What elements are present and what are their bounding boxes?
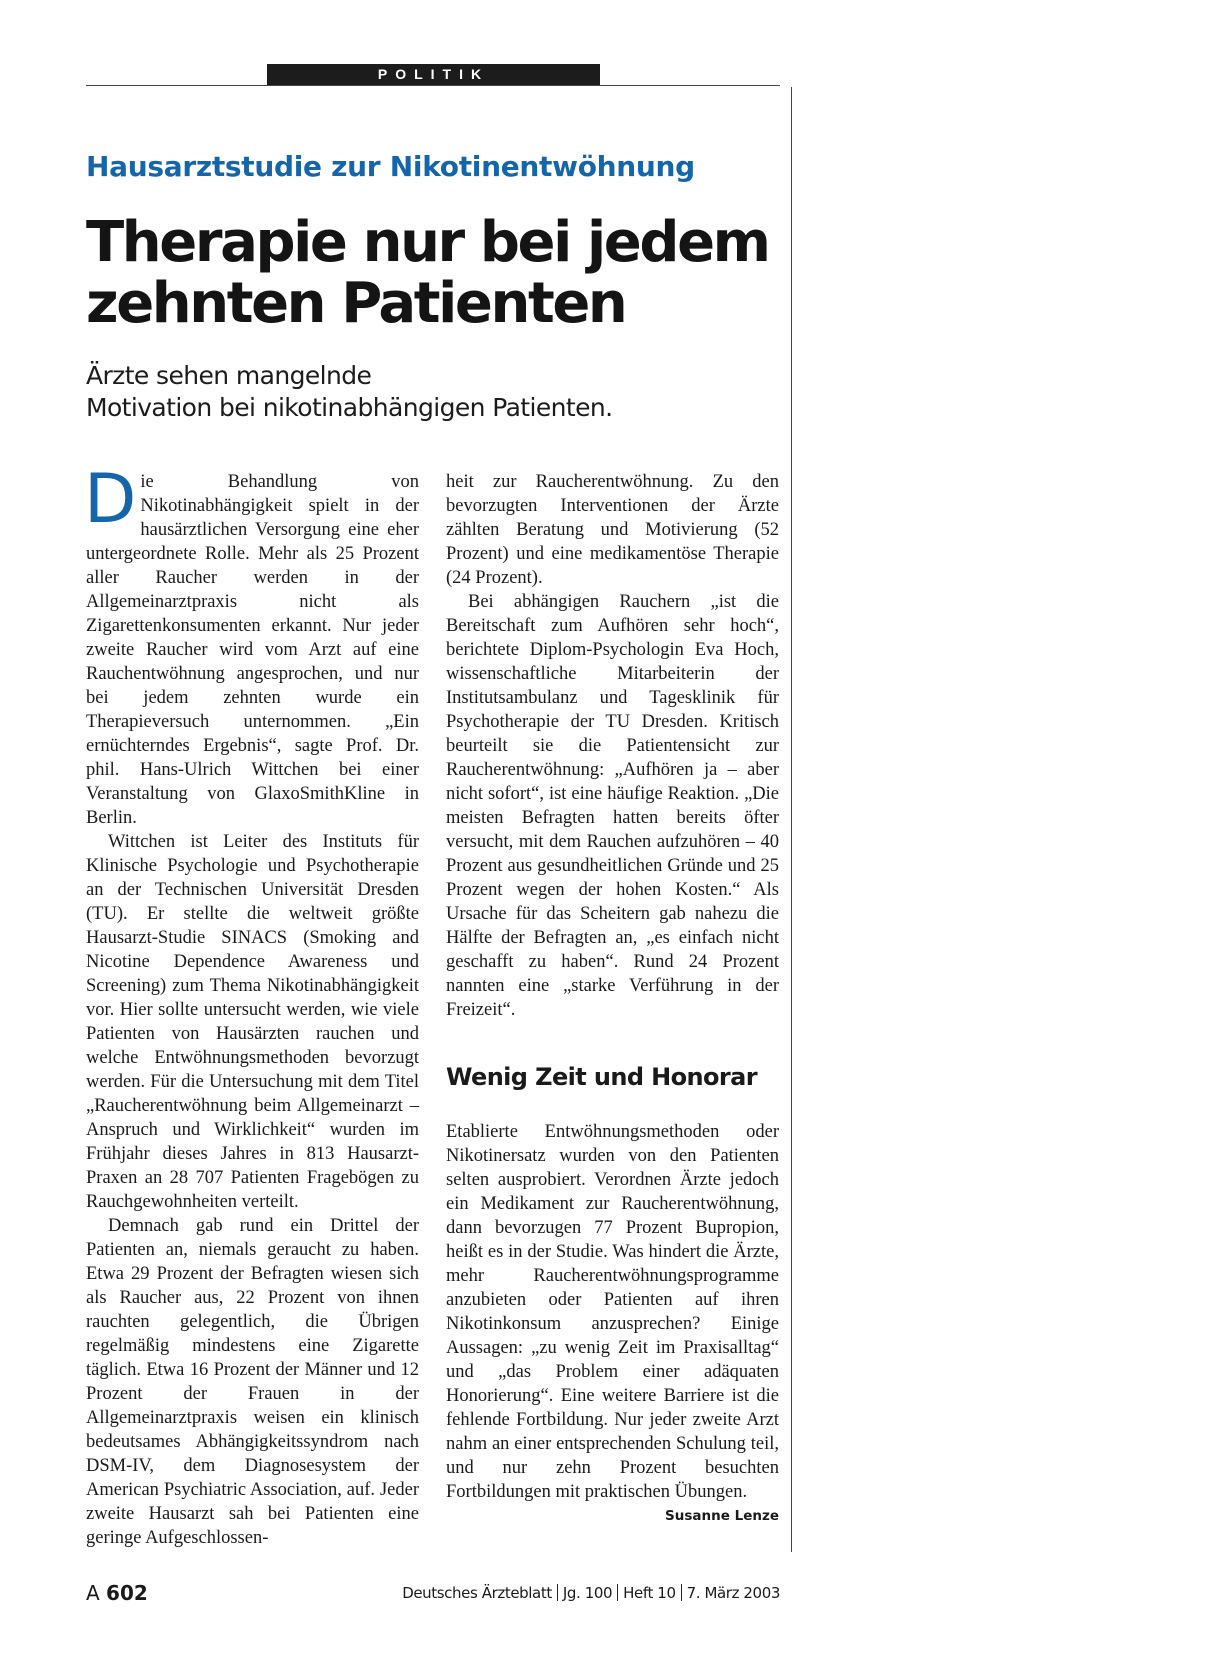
article-kicker: Hausarztstudie zur Nikotinentwöhnung: [86, 150, 695, 183]
footer-separator: [681, 1584, 682, 1601]
journal-info: [402, 1583, 780, 1603]
body-paragraph: [446, 1120, 779, 1524]
top-divider: [86, 85, 780, 86]
page-number-value: 602: [106, 1581, 148, 1605]
footer-separator: [617, 1584, 618, 1601]
body-column-left: [84, 460, 419, 1550]
body-paragraph: heit zur Raucherentwöhnung. Zu den bevorzugten Interventionen der Ärzte zählten Beratung und Motivierung (52 Prozent) und eine medikamentöse Therapie (24 Prozent).: [446, 472, 779, 588]
headline-line-1: Therapie nur bei jedem: [86, 210, 769, 275]
page-prefix: A: [86, 1581, 100, 1605]
drop-cap: D: [84, 460, 137, 539]
body-paragraph: Wittchen ist Leiter des Instituts für Klinische Psychologie und Psychotherapie an der Technischen Universität Dresden (TU). Er stellte die weltweit größte Hausarzt-Studie SINACS (Smoking and Nicotine Dependence Awareness und Screening) zum Thema Nikotinabhängigkeit vor. Hier sollte untersucht werden, wie viele Patienten von Hausärzten rauchen und welche Entwöhnungsmethoden bevorzugt werden. Für die Untersuchung mit dem Titel „Raucherentwöhnung beim Allgemeinarzt – Anspruch und Wirklichkeit“ wurden im Frühjahr dieses Jahres in 813 Hausarzt-Praxen an 28 707 Patienten Fragebögen zu Rauchgewohnheiten verteilt.: [86, 832, 419, 1212]
subline-line-2: Motivation bei nikotinabhängigen Patienten.: [86, 393, 613, 422]
headline-line-2: zehnten Patienten: [86, 271, 626, 336]
article-headline: [86, 212, 786, 334]
journal-volume: Jg. 100: [562, 1584, 613, 1602]
journal-name: Deutsches Ärzteblatt: [402, 1584, 552, 1602]
article-subline: [86, 360, 776, 424]
page-footer: [86, 1580, 780, 1606]
paragraph-text: ie Behandlung von Nikotinabhängigkeit spielt in der hausärztlichen Versorgung eine eher untergeordnete Rolle. Mehr als 25 Prozent aller Raucher werden in der Allgemeinarztpraxis nicht als Zigarettenkonsumenten erkannt. Nur jeder zweite Raucher wird vom Arzt auf eine Rauchentwöhnung angesprochen, und nur bei jedem zehnten wurde ein Therapieversuch unternommen. „Ein ernüchterndes Ergebnis“, sagte Prof. Dr. phil. Hans-Ulrich Wittchen bei einer Veranstaltung von GlaxoSmithKline in Berlin.: [86, 472, 419, 828]
paragraph-text: Etablierte Entwöhnungsmethoden oder Nikotinersatz wurden von den Patienten selten ausprobiert. Verordnen Ärzte jedoch ein Medikament zur Raucherentwöhnung, dann bevorzugen 77 Prozent Bupropion, heißt es in der Studie. Was hindert die Ärzte, mehr Raucherentwöhnungsprogramme anzubieten oder Patienten auf ihren Nikotinkonsum anzusprechen? Einige Aussagen: „zu wenig Zeit im Praxisalltag“ und „das Problem einer adäquaten Honorierung“. Eine weitere Barriere ist die fehlende Fortbildung. Nur jeder zweite Arzt nahm an einer entsprechenden Schulung teil, und nur zehn Prozent besuchten Fortbildungen mit praktischen Übungen.: [446, 1122, 779, 1502]
body-paragraph: Demnach gab rund ein Drittel der Patienten an, niemals geraucht zu haben. Etwa 29 Prozent der Befragten wiesen sich als Raucher aus, 22 Prozent von ihnen rauchten gelegentlich, die Übrigen regelmäßig mindestens eine Zigarette täglich. Etwa 16 Prozent der Männer und 12 Prozent der Frauen in der Allgemeinarztpraxis weisen ein klinisch bedeutsames Abhängigkeitssyndrom nach DSM-IV, dem Diagnosesystem der American Psychiatric Association, auf. Jeder zweite Hausarzt sah bei Patienten eine geringe Aufgeschlossen-: [86, 1216, 419, 1548]
journal-issue: Heft 10: [623, 1584, 676, 1602]
footer-separator: [557, 1584, 558, 1601]
body-paragraph: [84, 460, 419, 830]
subline-line-1: Ärzte sehen mangelnde: [86, 361, 372, 390]
body-paragraph: Bei abhängigen Rauchern „ist die Bereitschaft zum Aufhören sehr hoch“, berichtete Diplom-Psychologin Eva Hoch, wissenschaftliche Mitarbeiterin der Institutsambulanz und Tagesklinik für Psychotherapie der TU Dresden. Kritisch beurteilt sie die Patientensicht zur Raucherentwöhnung: „Aufhören ja – aber nicht sofort“, ist eine häufige Reaktion. „Die meisten Befragten hatten bereits öfter versucht, mit dem Rauchen aufzuhören – 40 Prozent aus gesundheitlichen Gründe und 25 Prozent wegen der hohen Kosten.“ Als Ursache für das Scheitern gab nahezu die Hälfte der Befragten an, „es einfach nicht geschafft zu haben“. Rund 24 Prozent nannten eine „starke Verführung in der Freizeit“.: [446, 592, 779, 1020]
body-column-right: [446, 470, 779, 1528]
page-number: [86, 1580, 148, 1606]
section-label: POLITIK: [267, 64, 600, 85]
journal-date: 7. März 2003: [686, 1584, 780, 1602]
column-divider: [791, 87, 792, 1552]
author-byline: Susanne Lenze: [665, 1508, 779, 1524]
section-subhead: Wenig Zeit und Honorar: [446, 1063, 757, 1091]
